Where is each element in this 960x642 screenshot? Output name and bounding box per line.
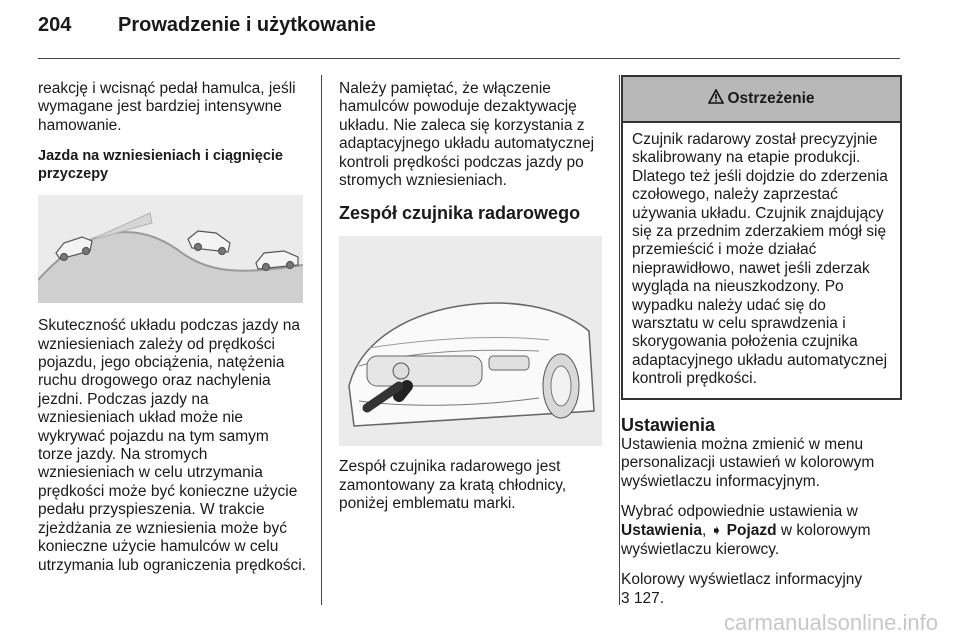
watermark: carmanualsonline.info (723, 610, 938, 635)
col1-paragraph-1: reakcję i wcisnąć pedał hamulca, jeśli wymagane jest bardziej intensywne hamowanie. (38, 80, 296, 134)
page-reference-icon: 3 (621, 589, 630, 607)
col1-subheading: Jazda na wzniesieniach i ciągnięcie przyczepy (38, 148, 283, 183)
car-icon (256, 251, 298, 271)
settings-menu-link: Ustawienia (621, 522, 702, 540)
menu-arrow-icon: ➧ (710, 522, 723, 539)
settings-paragraph-2 (621, 503, 902, 559)
warning-triangle-icon (708, 89, 724, 109)
column-1 (38, 80, 306, 587)
separator: , (701, 522, 711, 540)
radar-sensor-illustration (339, 236, 602, 446)
settings-paragraph-1: Ustawienia można zmienić w menu personalizacji ustawień w kolorowym wyświetlaczu informacyjnym. (621, 435, 875, 490)
page-reference: 127. (629, 589, 665, 607)
hill-driving-illustration (38, 195, 303, 303)
warning-box (621, 75, 902, 400)
settings-p2-tail: w kolorowym wyświetlaczu kierowcy. (621, 522, 871, 558)
vehicle-menu-link: Pojazd (726, 522, 777, 540)
col2-paragraph-1: Należy pamiętać, że włączenie hamulców powoduje dezaktywację układu. Nie zaleca się korzystania z adaptacyjnego układu automatycznej kontroli prędkości podczas jazdy po stromych wzniesieniach. (339, 80, 595, 190)
settings-p2-text: Wybrać odpowiednie ustawienia w (621, 502, 858, 520)
settings-heading: Ustawienia (621, 414, 716, 435)
settings-p3-text: Kolorowy wyświetlacz informacyjny (621, 571, 863, 589)
page-number: 204 (38, 14, 72, 36)
column-3 (621, 75, 902, 620)
page-title: Prowadzenie i użytkowanie (118, 14, 376, 36)
car-icon (188, 231, 230, 255)
hill-cars-graphic (38, 195, 303, 303)
col1-paragraph-2: Skuteczność układu podczas jazdy na wzniesieniach zależy od prędkości pojazdu, jego obciążenia, natężenia ruchu drogowego oraz nachylenia jezdni. Podczas jazdy na wzniesieniach układ może nie wykrywać pojazdu na tym samym torze jazdy. Na stromych wzniesieniach w celu utrzymania prędkości może być konieczne użycie pedału przyspieszenia. W trakcie zjeżdżania ze wzniesienia może być konieczne użycie hamulców w celu utrzymania lub ograniczenia prędkości. (38, 317, 306, 574)
page-header (38, 14, 900, 44)
warning-text: Czujnik radarowy został precyzyjnie skalibrowany na etapie produkcji. Dlatego też jeśli dojdzie do zderzenia czołowego, należy zaprzestać używania układu. Czujnik znajdujący się za przednim zderzakiem mógł się przemieścić i może działać nieprawidłowo, nawet jeśli zderzak wygląda na nieuszkodzony. Po wypadku należy udać się do warsztatu w celu sprawdzenia i skorygowania położenia czujnika adaptacyjnego układu automatycznej kontroli prędkości. (632, 131, 888, 388)
warning-header (623, 77, 900, 123)
settings-paragraph-3 (621, 571, 902, 608)
column-divider-2 (619, 75, 620, 605)
car-front-graphic (339, 236, 602, 446)
column-divider-1 (321, 75, 322, 605)
warning-title: Ostrzeżenie (727, 89, 815, 107)
col2-paragraph-2: Zespół czujnika radarowego jest zamontowany za kratą chłodnicy, poniżej emblematu marki. (339, 458, 567, 513)
col2-heading: Zespół czujnika radarowego (339, 203, 581, 224)
header-divider (38, 58, 900, 59)
column-2 (339, 80, 605, 526)
